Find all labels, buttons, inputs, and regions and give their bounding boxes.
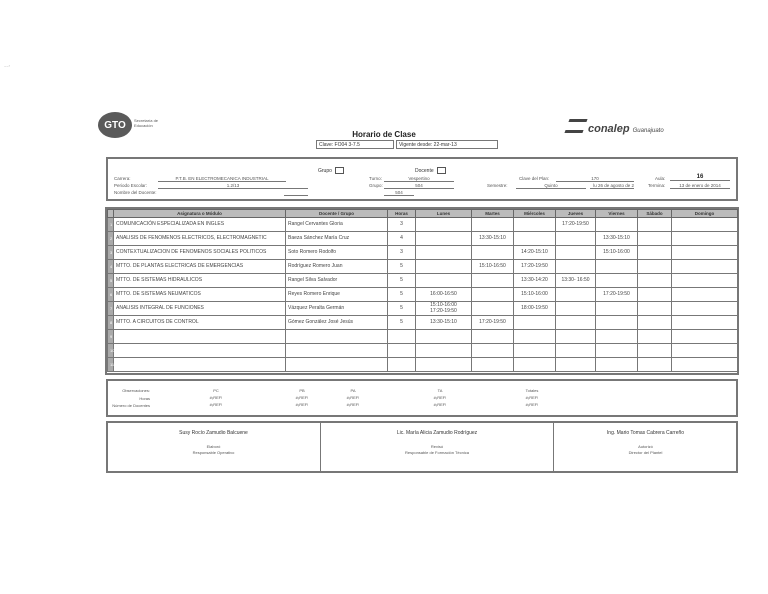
table-row xyxy=(108,330,738,344)
signer-action: Elaboró xyxy=(206,444,221,449)
cell-mie xyxy=(514,358,556,372)
cell-teacher: Soto Romero Rodolfo xyxy=(286,246,388,260)
row-number: 7 xyxy=(108,302,114,316)
cell-lun xyxy=(416,232,472,246)
cell-teacher: Rangel Silva Salvador xyxy=(286,274,388,288)
cell-jue xyxy=(556,330,596,344)
conalep-mark-icon xyxy=(564,119,587,133)
signature-divider xyxy=(553,423,554,471)
column-header: Viernes xyxy=(596,210,638,218)
cell-teacher: Rangel Cervantes Gloria xyxy=(286,218,388,232)
cell-hours: 5 xyxy=(388,274,416,288)
table-row xyxy=(108,302,738,316)
table-row xyxy=(108,232,738,246)
cell-teacher: Rodríguez Romero Juan xyxy=(286,260,388,274)
cell-hours xyxy=(388,330,416,344)
signer-action: Autorizó xyxy=(638,444,653,449)
column-header: Martes xyxy=(472,210,514,218)
aula-value: 16 xyxy=(670,174,730,181)
cell-dom xyxy=(672,288,738,302)
termina-value: 13 de enero de 2014 xyxy=(670,183,730,189)
cell-subject: MTTO. DE PLANTAS ELECTRICAS DE EMERGENCIAS xyxy=(114,260,286,274)
cell-mar: 15:10-16:50 xyxy=(472,260,514,274)
signer-name: Lic. María Alicia Zamudio Rodríguez xyxy=(396,430,478,436)
table-header-row xyxy=(108,210,738,218)
table-row xyxy=(108,218,738,232)
cell-mie xyxy=(514,218,556,232)
cell-mie: 14:20-15:10 xyxy=(514,246,556,260)
row-number: 9 xyxy=(108,330,114,344)
cell-hours: 4 xyxy=(388,232,416,246)
cell-mie: 13:30-14:20 xyxy=(514,274,556,288)
cell-vie: 17:20-19:50 xyxy=(596,288,638,302)
cell-hours: 5 xyxy=(388,260,416,274)
cell-hours: 5 xyxy=(388,302,416,316)
cell-teacher: Gómez González José Jesús xyxy=(286,316,388,330)
row-number: 11 xyxy=(108,358,114,372)
cell-dom xyxy=(672,344,738,358)
cell-dom xyxy=(672,232,738,246)
cell-lun xyxy=(416,344,472,358)
docente-checkbox-label: Docente xyxy=(415,167,446,174)
row-number: 3 xyxy=(108,246,114,260)
cell-mie xyxy=(514,232,556,246)
cell-mar xyxy=(472,246,514,260)
cell-sab xyxy=(638,274,672,288)
cell-dom xyxy=(672,316,738,330)
cell-jue: 13:30- 16:50 xyxy=(556,274,596,288)
column-header: Horas xyxy=(388,210,416,218)
cell-hours xyxy=(388,358,416,372)
table-row xyxy=(108,358,738,372)
cell-subject xyxy=(114,358,286,372)
cell-lun xyxy=(416,246,472,260)
cell-teacher: Reyes Romero Enrique xyxy=(286,288,388,302)
table-row xyxy=(108,274,738,288)
grupo-label: Grupo: xyxy=(369,183,383,188)
cell-dom xyxy=(672,274,738,288)
clave-plan-label: Clave del Plan: xyxy=(519,176,550,181)
cell-dom xyxy=(672,246,738,260)
cell-dom xyxy=(672,330,738,344)
obs-column-header: PB xyxy=(299,388,305,393)
cell-mar xyxy=(472,288,514,302)
cell-sab xyxy=(638,302,672,316)
column-header: Miércoles xyxy=(514,210,556,218)
cell-lun xyxy=(416,358,472,372)
cell-vie xyxy=(596,344,638,358)
cell-sab xyxy=(638,358,672,372)
cell-subject: MTTO. DE SISTEMAS NEUMATICOS xyxy=(114,288,286,302)
cell-subject: ANALISIS DE FENOMENOS ELECTRICOS, ELECTROMAGNETIC xyxy=(114,232,286,246)
cell-lun xyxy=(416,330,472,344)
cell-subject: CONTEXTUALIZACION DE FENOMENOS SOCIALES POLITICOS xyxy=(114,246,286,260)
cell-mie: 18:00-19:50 xyxy=(514,302,556,316)
gto-logo: GTO xyxy=(98,112,132,138)
clave-plan-value: 170 xyxy=(556,176,634,182)
cell-jue xyxy=(556,358,596,372)
cell-mie xyxy=(514,330,556,344)
signer-action: Revisó xyxy=(430,444,444,449)
grupo-checkbox[interactable] xyxy=(335,167,344,174)
cell-jue xyxy=(556,316,596,330)
signer-role: Responsable de Formación Técnica xyxy=(405,450,469,455)
column-header: Asignatura o Módulo xyxy=(114,210,286,218)
schedule-table xyxy=(107,209,738,372)
cell-mar xyxy=(472,358,514,372)
cell-mie: 15:10-16:00 xyxy=(514,288,556,302)
row-number: 8 xyxy=(108,316,114,330)
obs-value: #¡REF! xyxy=(295,395,309,400)
cell-vie: 15:10-16:00 xyxy=(596,246,638,260)
turno-value: Vespertino xyxy=(384,176,454,182)
cell-vie xyxy=(596,302,638,316)
table-row xyxy=(108,246,738,260)
cell-mie xyxy=(514,316,556,330)
table-row xyxy=(108,344,738,358)
horas-label: Horas xyxy=(139,396,150,401)
cell-dom xyxy=(672,358,738,372)
cell-sab xyxy=(638,344,672,358)
nombre-docente-label: Nombre del Docente: xyxy=(114,190,157,195)
signer-name: Ing. Mario Tomas Cabrera Carreño xyxy=(606,430,685,436)
observaciones-label: Observaciones: xyxy=(122,388,150,393)
cell-subject: ANALISIS INTEGRAL DE FUNCIONES xyxy=(114,302,286,316)
gto-logo-subtitle: Secretaría de Educación xyxy=(134,118,159,128)
termina-label: Termina: xyxy=(648,183,666,188)
cell-subject: MTTO. A CIRCUITOS DE CONTROL xyxy=(114,316,286,330)
cell-sab xyxy=(638,260,672,274)
cell-subject: COMUNICACIÓN ESPECIALIZADA EN INGLES xyxy=(114,218,286,232)
numero-docentes-label: Número de Docentes xyxy=(112,403,150,408)
cell-jue xyxy=(556,232,596,246)
obs-value: #¡REF! xyxy=(346,395,360,400)
cell-mie xyxy=(514,344,556,358)
semestre-value: Quinto xyxy=(516,183,586,189)
periodo-label: Periodo Escolar: xyxy=(114,183,148,188)
nombre-docente-line xyxy=(284,195,308,196)
column-header: Sábado xyxy=(638,210,672,218)
carrera-label: Carrera: xyxy=(114,176,131,181)
cell-dom xyxy=(672,218,738,232)
row-number: 6 xyxy=(108,288,114,302)
margin-mark: ~~° xyxy=(4,64,11,69)
cell-teacher xyxy=(286,358,388,372)
obs-value: #¡REF! xyxy=(209,402,223,407)
cell-vie xyxy=(596,358,638,372)
grupo-value: 504 xyxy=(384,183,454,189)
cell-sab xyxy=(638,330,672,344)
grupo-checkbox-label: Grupo xyxy=(318,167,344,174)
semestre-label: Semestre: xyxy=(487,183,508,188)
conalep-logo: conalep Guanajuato xyxy=(567,119,664,135)
cell-mar: 17:20-19:50 xyxy=(472,316,514,330)
turno-label: Turno: xyxy=(369,176,382,181)
column-header: Docente / Grupo xyxy=(286,210,388,218)
table-row xyxy=(108,288,738,302)
signature-divider xyxy=(320,423,321,471)
obs-column-header: PC xyxy=(213,388,219,393)
cell-subject xyxy=(114,344,286,358)
carrera-value: P.T.B. EN ELECTROMECANICA INDUSTRIAL xyxy=(158,176,286,182)
signer-role: Director del Plantel xyxy=(628,450,663,455)
signature-block xyxy=(108,430,319,456)
cell-lun: 15:10-16:00 17:20-19:50 xyxy=(416,302,472,316)
cell-mar xyxy=(472,344,514,358)
cell-vie: 13:30-15:10 xyxy=(596,232,638,246)
obs-column-header: PA xyxy=(350,388,356,393)
table-row xyxy=(108,260,738,274)
cell-lun: 16:00-16:50 xyxy=(416,288,472,302)
cell-subject xyxy=(114,330,286,344)
table-row xyxy=(108,316,738,330)
column-header: Jueves xyxy=(556,210,596,218)
cell-dom xyxy=(672,302,738,316)
periodo-value: 1.2/13 xyxy=(158,183,308,189)
cell-subject: MTTO. DE SISTEMAS HIDRAULICOS xyxy=(114,274,286,288)
cell-sab xyxy=(638,316,672,330)
vigente-box: Vigente desde: 22-mar-13 xyxy=(396,140,498,149)
grupo-value-2: 504 xyxy=(384,190,414,196)
obs-value: #¡REF! xyxy=(433,395,447,400)
cell-jue xyxy=(556,260,596,274)
cell-jue xyxy=(556,246,596,260)
cell-hours: 3 xyxy=(388,246,416,260)
obs-value: #¡REF! xyxy=(433,402,447,407)
row-number: 4 xyxy=(108,260,114,274)
cell-hours: 5 xyxy=(388,288,416,302)
cell-lun: 13:30-15:10 xyxy=(416,316,472,330)
signature-block xyxy=(555,430,736,456)
obs-value: #¡REF! xyxy=(295,402,309,407)
cell-dom xyxy=(672,260,738,274)
cell-mar xyxy=(472,302,514,316)
cell-mar xyxy=(472,218,514,232)
cell-mar xyxy=(472,330,514,344)
column-header: Lunes xyxy=(416,210,472,218)
cell-sab xyxy=(638,288,672,302)
row-number: 2 xyxy=(108,232,114,246)
cell-vie xyxy=(596,316,638,330)
cell-vie xyxy=(596,218,638,232)
cell-jue xyxy=(556,302,596,316)
row-number: 5 xyxy=(108,274,114,288)
cell-vie xyxy=(596,330,638,344)
cell-teacher: Baeza Sánchez María Cruz xyxy=(286,232,388,246)
aula-label: Aula: xyxy=(655,176,666,181)
obs-value: #¡REF! xyxy=(346,402,360,407)
cell-sab xyxy=(638,246,672,260)
docente-checkbox[interactable] xyxy=(437,167,446,174)
cell-teacher xyxy=(286,344,388,358)
cell-mar: 13:30-15:10 xyxy=(472,232,514,246)
cell-mar xyxy=(472,274,514,288)
column-header: Domingo xyxy=(672,210,738,218)
signer-name: Susy Rocío Zamudio Balcuene xyxy=(179,430,248,436)
inicio-value: lu 26 de agosto de 2 xyxy=(590,183,634,189)
cell-vie xyxy=(596,260,638,274)
cell-lun xyxy=(416,274,472,288)
cell-teacher: Vázquez Peralta Germán xyxy=(286,302,388,316)
cell-lun xyxy=(416,218,472,232)
cell-mie: 17:20-19:50 xyxy=(514,260,556,274)
cell-hours: 3 xyxy=(388,218,416,232)
obs-column-header: TA xyxy=(437,388,443,393)
cell-jue xyxy=(556,288,596,302)
obs-column-header: Totales xyxy=(525,388,539,393)
signature-block xyxy=(322,430,552,456)
cell-lun xyxy=(416,260,472,274)
cell-hours xyxy=(388,344,416,358)
cell-jue xyxy=(556,344,596,358)
cell-vie xyxy=(596,274,638,288)
row-number: 1 xyxy=(108,218,114,232)
cell-hours: 5 xyxy=(388,316,416,330)
signer-role: Responsable Operativo xyxy=(192,450,235,455)
cell-teacher xyxy=(286,330,388,344)
clave-box: Clave: FO04 3-7.5 xyxy=(316,140,394,149)
row-number: 10 xyxy=(108,344,114,358)
cell-jue: 17:20-19:50 xyxy=(556,218,596,232)
obs-value: #¡REF! xyxy=(209,395,223,400)
cell-sab xyxy=(638,218,672,232)
page-title: Horario de Clase xyxy=(352,130,416,139)
obs-value: #¡REF! xyxy=(525,395,539,400)
obs-value: #¡REF! xyxy=(525,402,539,407)
cell-sab xyxy=(638,232,672,246)
